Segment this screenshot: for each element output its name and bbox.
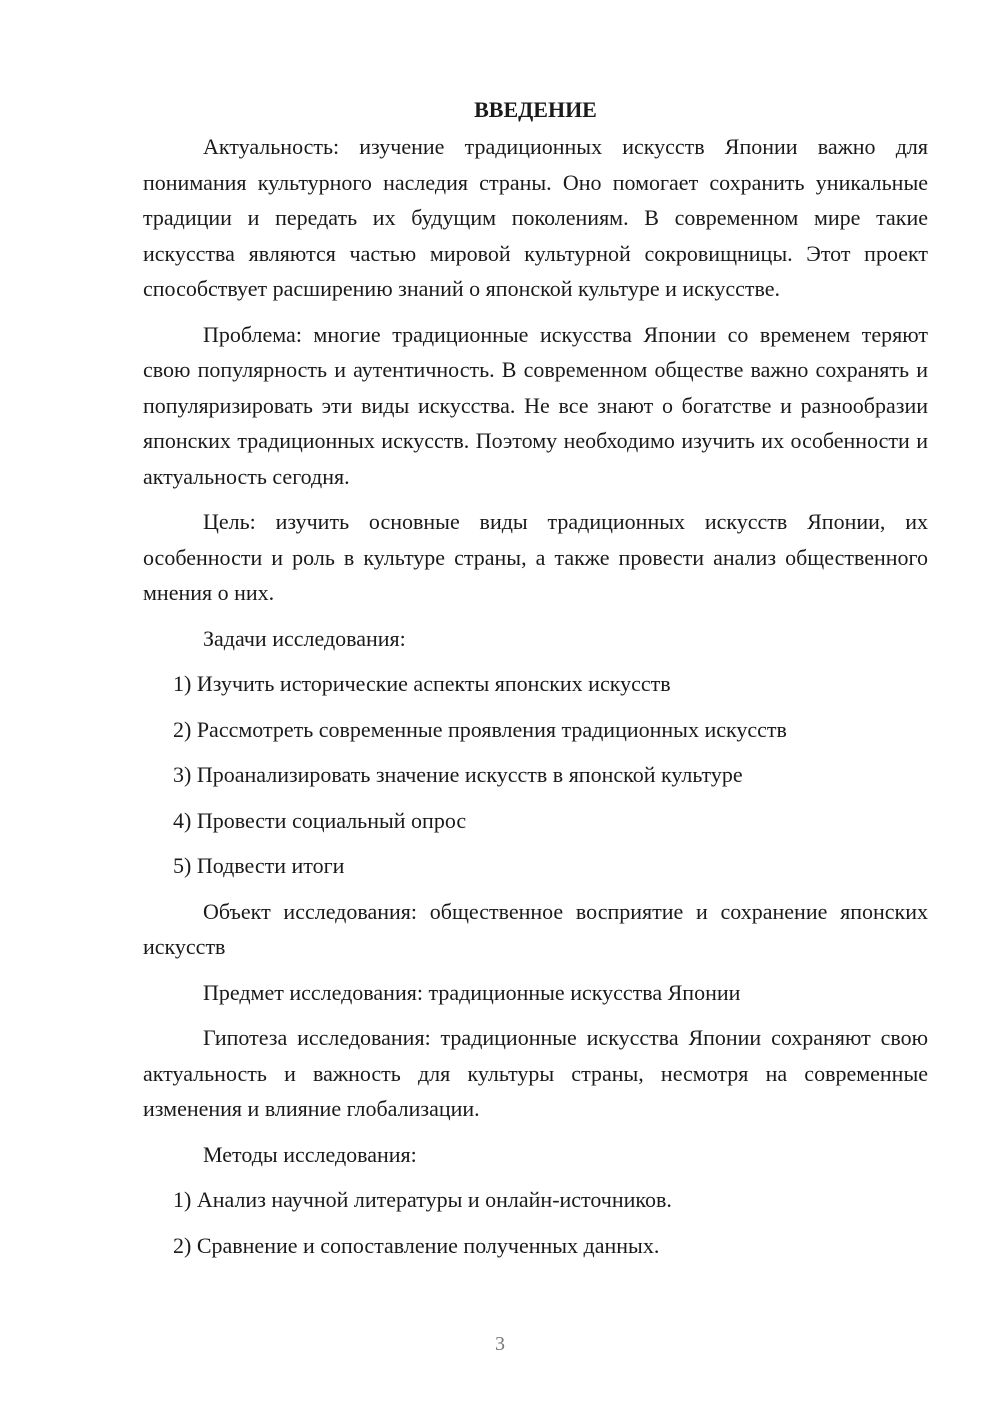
relevance-paragraph: Актуальность: изучение традиционных искусств Японии важно для понимания культурного наследия страны. Оно помогает сохранить уникальные традиции и передать их будущим поколениям. В современном мире такие искусства являются частью мировой культурной сокровищницы. Этот проект способствует расширению знаний о японской культуре и искусстве. <box>143 134 928 301</box>
problem-paragraph: Проблема: многие традиционные искусства Японии со временем теряют свою популярность и аутентичность. В современном обществе важно сохранять и популяризировать эти виды искусства. Не все знают о богатстве и разнообразии японских традиционных искусств. Поэтому необходимо изучить их особенности и актуальность сегодня. <box>143 321 928 489</box>
method-item: 1) Анализ научной литературы и онлайн-источников. <box>173 1187 672 1212</box>
page-title: ВВЕДЕНИЕ <box>474 97 597 122</box>
task-item: 5) Подвести итоги <box>173 853 345 878</box>
subject-paragraph: Предмет исследования: традиционные искусства Японии <box>203 979 741 1005</box>
hypothesis-paragraph: Гипотеза исследования: традиционные искусства Японии сохраняют свою актуальность и важность для культуры страны, несмотря на современные изменения и влияние глобализации. <box>143 1025 928 1121</box>
methods-label: Методы исследования: <box>203 1141 417 1167</box>
tasks-label: Задачи исследования: <box>203 625 406 651</box>
document-page <box>143 95 928 1273</box>
task-item: 4) Провести социальный опрос <box>173 807 467 833</box>
task-item: 1) Изучить исторические аспекты японских искусств <box>173 671 671 696</box>
page-number: 3 <box>495 1333 505 1355</box>
task-item: 3) Проанализировать значение искусств в японской культуре <box>173 762 743 787</box>
method-item: 2) Сравнение и сопоставление полученных данных. <box>173 1232 660 1258</box>
goal-paragraph: Цель: изучить основные виды традиционных искусств Японии, их особенности и роль в культуре страны, а также провести анализ общественного мнения о них. <box>143 509 928 605</box>
object-paragraph: Объект исследования: общественное восприятие и сохранение японских искусств <box>143 898 928 959</box>
task-item: 2) Рассмотреть современные проявления традиционных искусств <box>173 716 787 742</box>
